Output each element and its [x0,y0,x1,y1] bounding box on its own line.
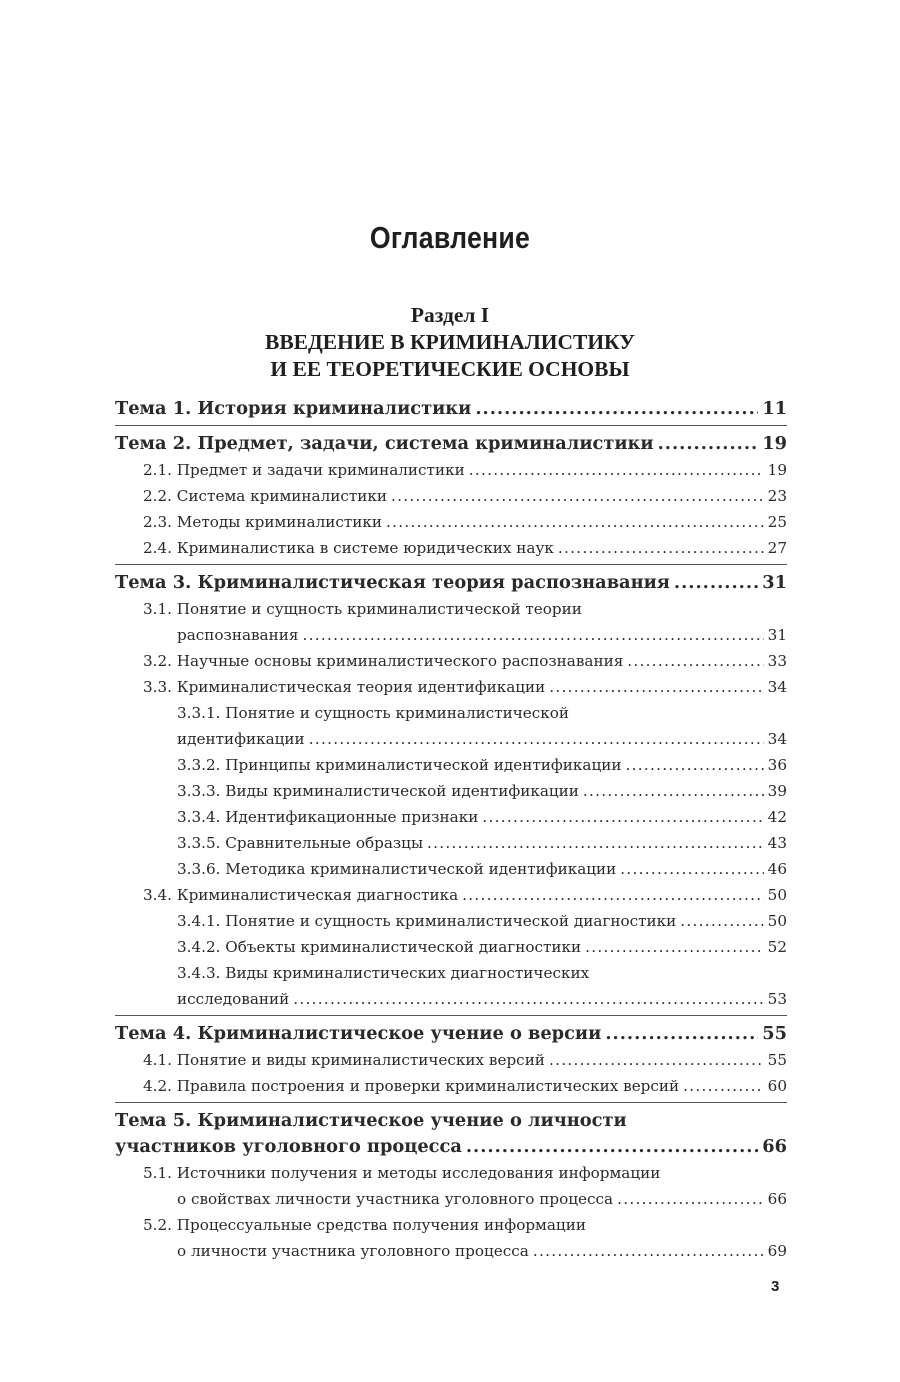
toc-page-number: 60 [767,1077,787,1095]
toc-page-number: 19 [762,433,787,454]
toc-entry[interactable] [115,596,787,622]
toc-entry-title-cont: о свойствах личности участника уголовного процесса [177,1190,614,1208]
toc-entry-title: 2.1. Предмет и задачи криминалистики [143,461,465,479]
toc-entry-title: 3.4.1. Понятие и сущность криминалистической диагностики [177,912,677,930]
toc-entry[interactable] [115,674,787,700]
section-label: Раздел I [410,303,490,327]
dot-leader [427,830,764,856]
toc-entry[interactable] [115,1073,787,1099]
toc-page-number: 46 [767,860,787,878]
toc-entry[interactable] [115,535,787,561]
dot-leader [466,1134,758,1160]
dot-leader [391,483,764,509]
toc-entry-title: 5.1. Источники получения и методы исследования информации [143,1164,661,1182]
dot-leader [475,396,758,422]
toc-entry[interactable] [115,882,787,908]
toc-page-number: 69 [767,1242,787,1260]
toc-entry[interactable] [115,396,787,422]
toc-page-number: 43 [767,834,787,852]
dot-leader [683,1073,764,1099]
toc-entry-continuation[interactable] [115,986,787,1012]
dot-leader [386,509,764,535]
toc-entry-title: 3.3.4. Идентификационные признаки [177,808,479,826]
toc-page-number: 34 [767,730,787,748]
toc-entry[interactable] [115,908,787,934]
toc-entry[interactable] [115,830,787,856]
dot-leader [627,648,763,674]
toc-entry-title: 3.1. Понятие и сущность криминалистической теории [143,600,582,618]
toc-entry-title-cont: идентификации [177,730,305,748]
toc-page-number: 34 [767,678,787,696]
toc-entry-continuation[interactable] [115,1134,787,1160]
toc-entry[interactable] [115,1160,787,1186]
toc-entry-continuation[interactable] [115,622,787,648]
dot-leader [482,804,763,830]
toc-page-number: 31 [762,572,787,593]
toc-entry-title-cont: о личности участника уголовного процесса [177,1242,529,1260]
toc-entry-title: 2.4. Криминалистика в системе юридических наук [143,539,554,557]
toc-page-number: 33 [767,652,787,670]
toc-entry[interactable] [115,934,787,960]
toc-entry[interactable] [115,425,787,457]
toc-entry-title: 4.1. Понятие и виды криминалистических версий [143,1051,545,1069]
toc-page-number: 42 [767,808,787,826]
dot-leader [658,431,759,457]
table-of-contents [115,396,787,1264]
toc-entry[interactable] [115,1212,787,1238]
toc-entry[interactable] [115,648,787,674]
toc-entry-title: 3.4. Криминалистическая диагностика [143,886,459,904]
dot-leader [549,674,763,700]
toc-page-number: 66 [762,1136,787,1157]
dot-leader [585,934,764,960]
toc-entry-title: 3.3.6. Методика криминалистической идентификации [177,860,617,878]
toc-page-number: 52 [767,938,787,956]
dot-leader [674,570,758,596]
toc-entry-continuation[interactable] [115,726,787,752]
dot-leader [605,1021,758,1047]
toc-entry-title: Тема 3. Криминалистическая теория распознавания [115,572,670,593]
toc-entry-title: 2.3. Методы криминалистики [143,513,383,531]
toc-page-number: 31 [767,626,787,644]
toc-page-number: 36 [767,756,787,774]
toc-entry-title: 3.3.1. Понятие и сущность криминалистической [177,704,570,722]
toc-entry-title: Тема 5. Криминалистическое учение о личности [115,1110,627,1131]
section-title-line2: И ЕЕ ТЕОРЕТИЧЕСКИЕ ОСНОВЫ [270,357,630,381]
toc-page-number: 50 [767,886,787,904]
toc-entry-title-cont: участников уголовного процесса [115,1136,462,1157]
toc-entry-continuation[interactable] [115,1186,787,1212]
toc-entry[interactable] [115,960,787,986]
toc-page-number: 55 [762,1023,787,1044]
dot-leader [293,986,763,1012]
page-title: Оглавление [369,220,531,255]
toc-page-number: 50 [767,912,787,930]
toc-page-number: 19 [767,461,787,479]
toc-entry-title: Тема 1. История криминалистики [115,398,472,419]
section-heading [0,302,900,383]
toc-entry-title-cont: распознавания [177,626,299,644]
dot-leader [309,726,764,752]
dot-leader [620,856,763,882]
toc-entry[interactable] [115,509,787,535]
toc-entry-title: 3.2. Научные основы криминалистического распознавания [143,652,624,670]
toc-entry[interactable] [115,1015,787,1047]
toc-entry-title: 3.4.3. Виды криминалистических диагностических [177,964,590,982]
toc-entry[interactable] [115,1102,787,1134]
dot-leader [583,778,764,804]
toc-entry[interactable] [115,700,787,726]
dot-leader [302,622,763,648]
toc-page-number: 66 [767,1190,787,1208]
toc-page-number: 27 [767,539,787,557]
dot-leader [462,882,764,908]
toc-page-number: 25 [767,513,787,531]
toc-entry-title: 4.2. Правила построения и проверки криминалистических версий [143,1077,680,1095]
toc-entry-title-cont: исследований [177,990,290,1008]
toc-entry[interactable] [115,457,787,483]
dot-leader [549,1047,764,1073]
toc-entry-title: 3.3.5. Сравнительные образцы [177,834,424,852]
toc-entry-title: 3.3.3. Виды криминалистической идентификации [177,782,579,800]
dot-leader [617,1186,764,1212]
toc-entry[interactable] [115,856,787,882]
dot-leader [469,457,764,483]
toc-entry-title: Тема 2. Предмет, задачи, система криминалистики [115,433,654,454]
toc-entry-title: 2.2. Система криминалистики [143,487,388,505]
dot-leader [558,535,764,561]
section-title-line1: ВВЕДЕНИЕ В КРИМИНАЛИСТИКУ [264,330,635,354]
toc-entry-title: 3.3.2. Принципы криминалистической идентификации [177,756,622,774]
toc-entry[interactable] [115,804,787,830]
toc-page-number: 53 [767,990,787,1008]
dot-leader [680,908,763,934]
toc-page-number: 11 [762,398,787,419]
toc-entry[interactable] [115,1047,787,1073]
toc-entry-continuation[interactable] [115,1238,787,1264]
toc-entry[interactable] [115,778,787,804]
toc-entry[interactable] [115,483,787,509]
toc-entry-title: Тема 4. Криминалистическое учение о версии [115,1023,602,1044]
toc-page-number: 23 [767,487,787,505]
toc-entry-title: 3.3. Криминалистическая теория идентификации [143,678,546,696]
toc-entry[interactable] [115,752,787,778]
page-number: 3 [771,1278,780,1295]
toc-page-number: 39 [767,782,787,800]
toc-entry[interactable] [115,564,787,596]
toc-page-number: 55 [767,1051,787,1069]
dot-leader [626,752,764,778]
dot-leader [533,1238,764,1264]
toc-entry-title: 3.4.2. Объекты криминалистической диагностики [177,938,582,956]
toc-entry-title: 5.2. Процессуальные средства получения информации [143,1216,586,1234]
